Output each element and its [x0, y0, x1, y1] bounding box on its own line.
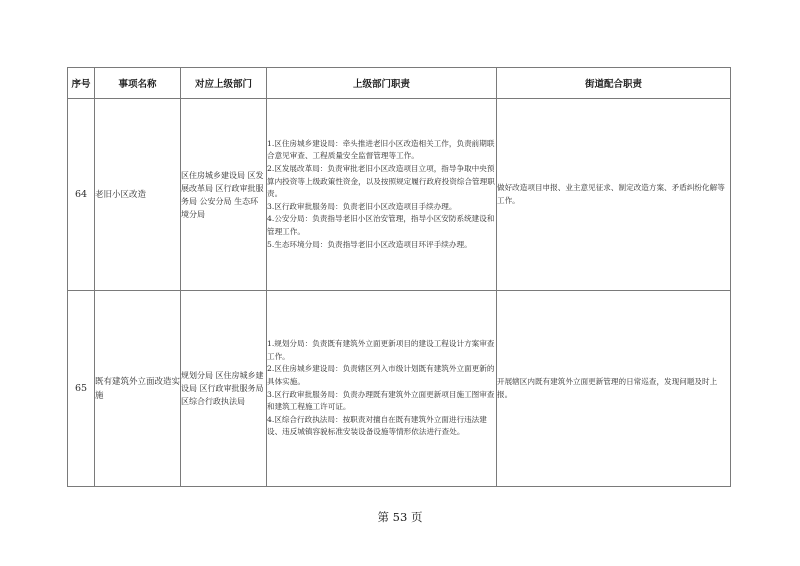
table-row — [68, 99, 731, 291]
header-upper-duty: 上级部门职责 — [267, 68, 497, 99]
duty-line: 4.公安分局：负责指导老旧小区治安管理，指导小区安防系统建设和管理工作。 — [267, 214, 495, 236]
duty-line: 3.区行政审批服务局：负责老旧小区改造项目手续办理。 — [267, 201, 457, 211]
upper-duty-cell — [267, 291, 497, 487]
duty-line: 4.区综合行政执法局：按职责对擅自在既有建筑外立面进行违法建设、违反城镇容貌标准安装设备设施等情形依法进行查处。 — [267, 414, 487, 437]
header-item-name: 事项名称 — [95, 68, 181, 99]
duty-line: 1.规划分局：负责既有建筑外立面更新项目的建设工程设计方案审查工作。 — [267, 339, 495, 361]
responsibility-table — [67, 67, 731, 487]
item-name: 既有建筑外立面改造实施 — [95, 291, 181, 487]
table-row — [68, 291, 731, 487]
upper-duty-cell — [267, 99, 497, 291]
page-number: 第 53 页 — [377, 510, 423, 524]
header-upper-dept: 对应上级部门 — [181, 68, 267, 99]
table-header-row — [68, 68, 731, 99]
upper-dept-list: 规划分局 区住房城乡建设局 区行政审批服务局 区综合行政执法局 — [181, 291, 267, 487]
duty-line: 1.区住房城乡建设局：牵头推进老旧小区改造相关工作，负责前期联合意见审查、工程质量安全监督管理等工作。 — [267, 138, 495, 161]
item-name: 老旧小区改造 — [95, 99, 181, 291]
header-street-duty: 街道配合职责 — [497, 68, 731, 99]
duty-line: 2.区发展改革局：负责审批老旧小区改造项目立项，指导争取中央预算内投资等上级政策性资金，以及按照规定履行政府投资综合管理职责。 — [267, 164, 495, 199]
header-no: 序号 — [68, 68, 95, 99]
duty-line: 2.区住房城乡建设局：负责辖区列入市级计划既有建筑外立面更新的具体实施。 — [267, 364, 495, 386]
duty-line: 5.生态环境分局：负责指导老旧小区改造项目环评手续办理。 — [267, 239, 472, 249]
row-number: 65 — [68, 291, 95, 487]
street-duty-cell: 做好改造项目申报、业主意见征求、制定改造方案、矛盾纠纷化解等工作。 — [497, 99, 731, 291]
duty-line: 3.区行政审批服务局：负责办理既有建筑外立面更新项目施工图审查和建筑工程施工许可证。 — [267, 389, 495, 412]
upper-dept-list: 区住房城乡建设局 区发展改革局 区行政审批服务局 公安分局 生态环境分局 — [181, 99, 267, 291]
row-number: 64 — [68, 99, 95, 291]
street-duty-cell: 开展辖区内既有建筑外立面更新管理的日常巡查，发现问题及时上报。 — [497, 291, 731, 487]
